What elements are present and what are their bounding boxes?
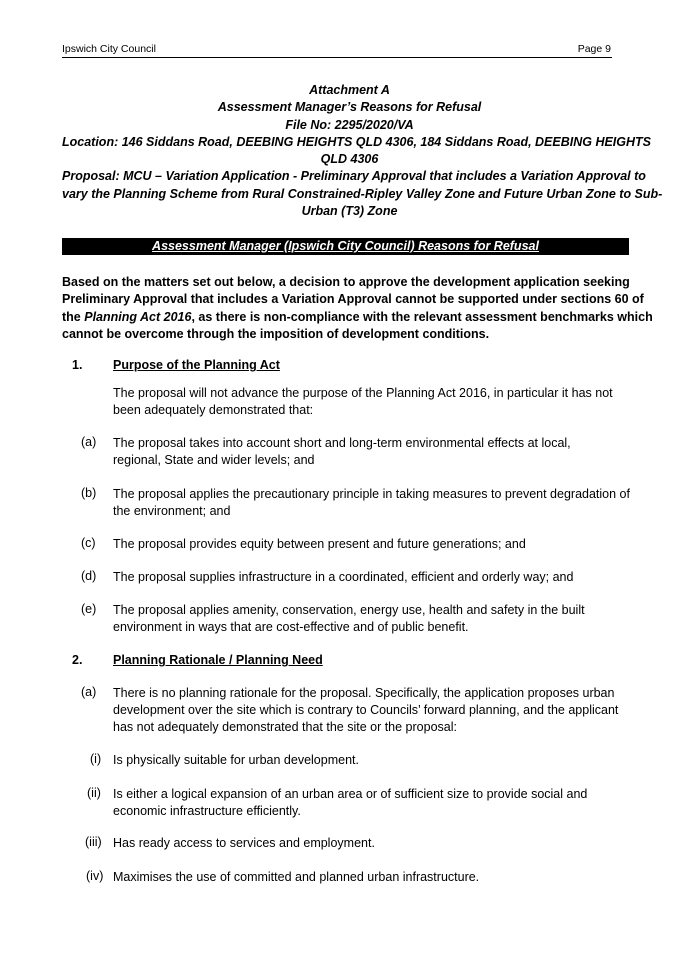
list-item-line: Is physically suitable for urban development.	[113, 753, 359, 767]
location-line-2: QLD 4306	[320, 152, 379, 167]
reasons-banner	[62, 238, 629, 255]
section-1-lead-line: been adequately demonstrated that:	[113, 403, 314, 417]
item-2a-iii-label: (iii)	[85, 835, 102, 849]
list-item-line: regional, State and wider levels; and	[113, 453, 315, 467]
list-item-line: The proposal applies amenity, conservation, energy use, health and safety in the built	[113, 603, 585, 617]
list-item-line: There is no planning rationale for the proposal. Specifically, the application proposes urban	[113, 686, 615, 700]
section-1-title: Purpose of the Planning Act	[113, 358, 280, 372]
list-item-line: Has ready access to services and employment.	[113, 836, 375, 850]
section-1-lead	[113, 385, 613, 419]
intro-line: cannot be overcome through the imposition of development conditions.	[62, 326, 490, 341]
list-item	[113, 569, 573, 586]
file-number: File No: 2295/2020/VA	[285, 117, 414, 132]
item-2a-ii-label: (ii)	[87, 786, 101, 800]
proposal-line-1: Proposal: MCU – Variation Application - Preliminary Approval that includes a Variation Approval to	[62, 169, 646, 184]
item-1b-label: (b)	[81, 486, 97, 500]
header-divider	[62, 57, 612, 58]
list-item	[113, 602, 585, 636]
item-1a-label: (a)	[81, 435, 97, 449]
attachment-title-block	[62, 82, 663, 220]
list-item	[113, 435, 571, 469]
list-item-line: environment in ways that are cost-effective and of public benefit.	[113, 620, 469, 634]
item-2a-label: (a)	[81, 685, 97, 699]
item-1d-label: (d)	[81, 569, 97, 583]
list-item-line: Is either a logical expansion of an urban area or of sufficient size to provide social and	[113, 787, 588, 801]
list-item	[113, 869, 479, 886]
list-item-line: Maximises the use of committed and planned urban infrastructure.	[113, 870, 480, 884]
intro-line	[62, 309, 653, 326]
intro-line: Preliminary Approval that includes a Variation Approval cannot be supported under sections 60 of	[62, 292, 644, 307]
reasons-banner-text: Assessment Manager (Ipswich City Council) Reasons for Refusal	[152, 239, 539, 253]
item-2a-iv-label: (iv)	[86, 869, 104, 883]
list-item	[113, 786, 587, 820]
act-reference: Planning Act 2016	[84, 309, 192, 324]
list-item	[113, 536, 526, 553]
item-2a-i-label: (i)	[90, 752, 102, 766]
list-item-line: The proposal supplies infrastructure in a coordinated, efficient and orderly way; and	[113, 570, 574, 584]
list-item-line: The proposal applies the precautionary principle in taking measures to prevent degradation of	[113, 487, 630, 501]
list-item-line: development over the site which is contrary to Councils’ forward planning, and the applicant	[113, 703, 619, 717]
list-item	[113, 685, 618, 736]
list-item	[113, 752, 359, 769]
proposal-line-3: Urban (T3) Zone	[301, 204, 398, 219]
section-2-number: 2.	[72, 653, 83, 667]
attachment-title: Attachment A	[309, 83, 390, 97]
section-2-title: Planning Rationale / Planning Need	[113, 653, 323, 667]
section-1-lead-line: The proposal will not advance the purpose of the Planning Act 2016, in particular it has not	[113, 386, 613, 400]
location-line-1: Location: 146 Siddans Road, DEEBING HEIGHTS QLD 4306, 184 Siddans Road, DEEBING HEIGHTS	[62, 134, 652, 149]
intro-text: , as there is non-compliance with the relevant assessment benchmarks which	[191, 309, 653, 324]
header-organisation: Ipswich City Council	[62, 43, 156, 55]
list-item	[113, 486, 630, 520]
list-item	[113, 835, 375, 852]
page-number: Page 9	[577, 43, 611, 55]
proposal-line-2: vary the Planning Scheme from Rural Constrained-Ripley Valley Zone and Future Urban Zone to Sub-	[62, 186, 663, 201]
list-item-line: the environment; and	[113, 504, 231, 518]
intro-paragraph	[62, 274, 653, 343]
item-1c-label: (c)	[81, 536, 96, 550]
intro-line: Based on the matters set out below, a decision to approve the development application seeking	[62, 275, 630, 289]
list-item-line: economic infrastructure efficiently.	[113, 804, 301, 818]
list-item-line: The proposal provides equity between present and future generations; and	[113, 537, 526, 551]
section-1-number: 1.	[72, 358, 83, 372]
intro-text: the	[62, 309, 85, 324]
list-item-line: has not adequately demonstrated that the site or the proposal:	[113, 720, 457, 734]
reasons-heading: Assessment Manager’s Reasons for Refusal	[217, 100, 482, 115]
item-1e-label: (e)	[81, 602, 97, 616]
list-item-line: The proposal takes into account short and long-term environmental effects at local,	[113, 436, 571, 450]
